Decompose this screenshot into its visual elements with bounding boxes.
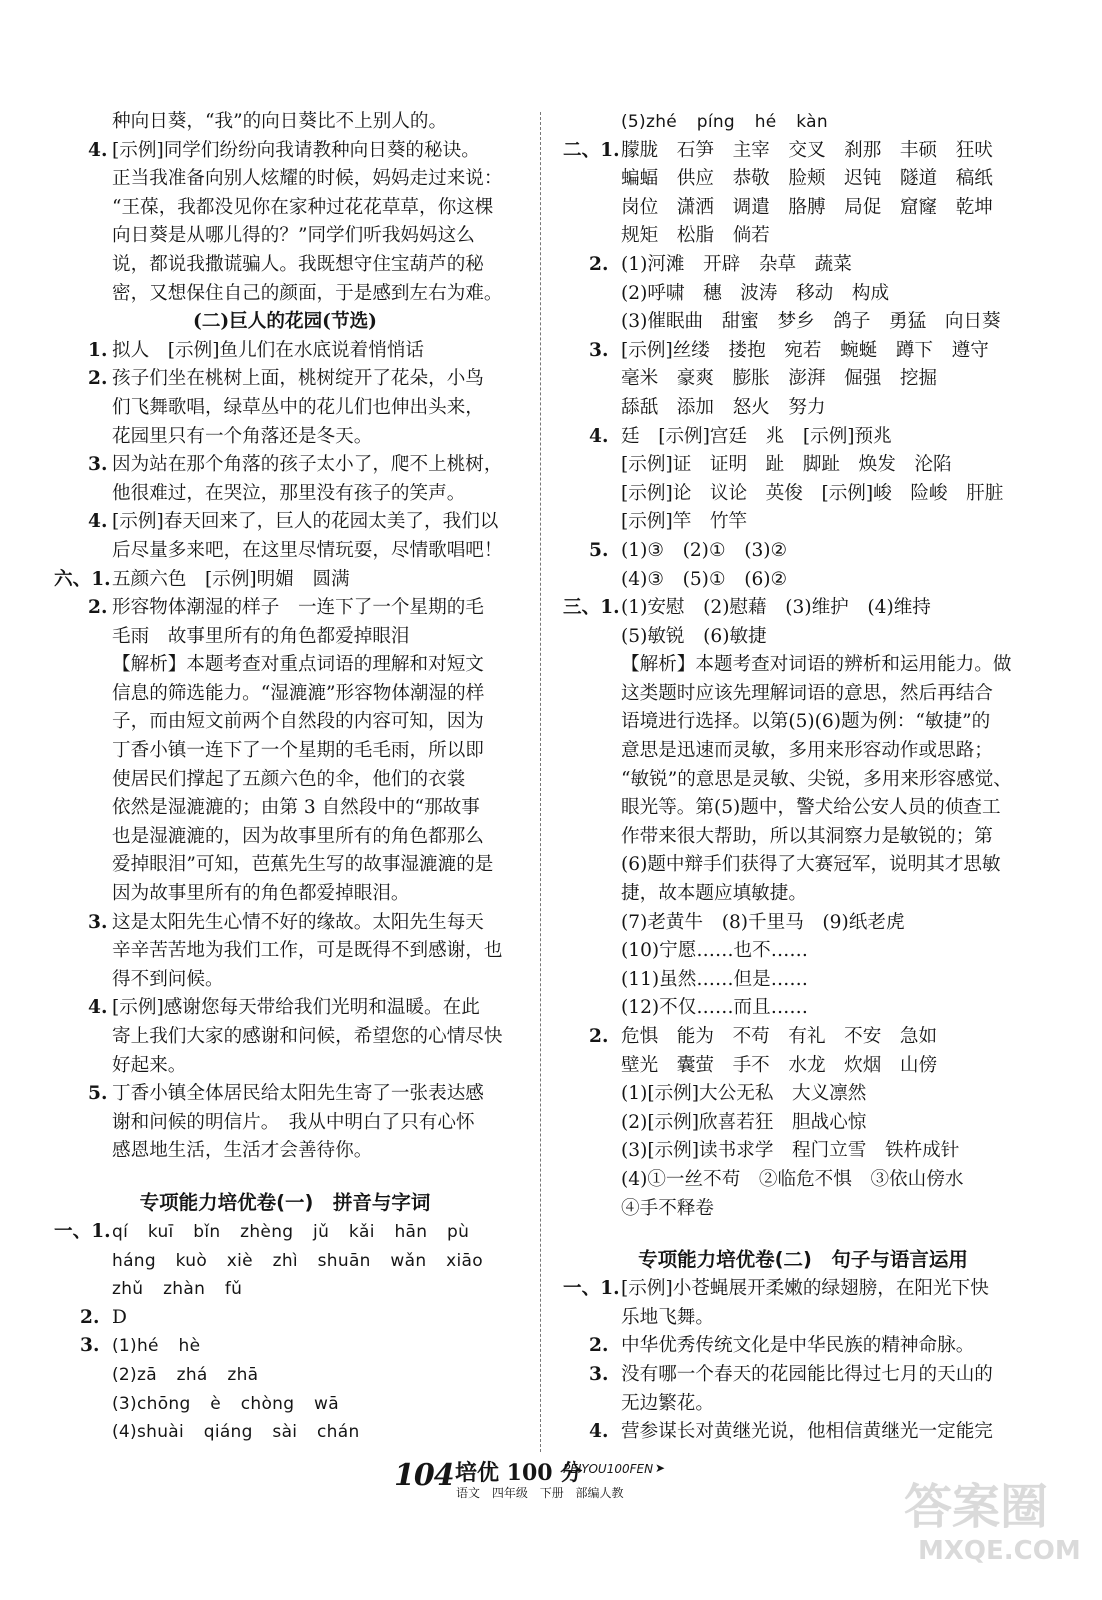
answer-line — [563, 337, 1043, 366]
answer-line — [563, 308, 1043, 337]
answer-line — [54, 1109, 516, 1138]
answer-text: [示例]春天回来了，巨人的花园太美了，我们以 — [112, 511, 499, 533]
answer-line — [563, 880, 1043, 909]
answer-text: 无边繁花。 — [621, 1392, 714, 1414]
answer-text: 后尽量多来吧，在这里尽情玩耍，尽情歌唱吧！ — [112, 539, 503, 561]
section-title: 专项能力培优卷(二) 句子与语言运用 — [638, 1248, 968, 1272]
answer-line — [54, 1332, 516, 1361]
answer-line — [54, 508, 516, 537]
question-number: 4. — [88, 511, 108, 533]
answer-line — [563, 766, 1043, 795]
pinyin-text: (3)chōng è chòng wā — [112, 1393, 339, 1414]
answer-line — [563, 594, 1043, 623]
question-number: 2. — [80, 1306, 100, 1328]
answer-text: “敏锐”的意思是灵敏、尖锐，多用来形容感觉、 — [621, 768, 1012, 790]
answer-text: 信息的筛选能力。“湿漉漉”形容物体潮湿的样 — [112, 682, 485, 704]
answer-line — [54, 680, 516, 709]
answer-text: (12)不仅……而且…… — [621, 997, 808, 1019]
question-number: 4. — [589, 425, 609, 447]
answer-text: 拟人 [示例]鱼儿们在水底说着悄悄话 — [112, 339, 425, 361]
answer-line — [563, 165, 1043, 194]
answer-text: 没有哪一个春天的花园能比得过七月的天山的 — [621, 1363, 993, 1385]
answer-text: 这是太阳先生心情不好的缘故。太阳先生每天 — [112, 911, 484, 933]
answer-text: 语境进行选择。以第(5)(6)题为例：“敏捷”的 — [621, 711, 991, 733]
question-number: 3. — [88, 911, 108, 933]
answer-line — [54, 137, 516, 166]
answer-line — [563, 708, 1043, 737]
answer-text: [示例]感谢您每天带给我们光明和温暖。在此 — [112, 997, 480, 1019]
question-number: 三、1. — [563, 597, 620, 619]
answer-text: 依然是湿漉漉的；由第 3 自然段中的“那故事 — [112, 797, 480, 819]
answer-text: 捷，故本题应填敏捷。 — [621, 883, 807, 905]
answer-text: 感恩地生活，生活才会善待你。 — [112, 1140, 373, 1162]
answer-text: [示例]论 议论 英俊 [示例]峻 险峻 肝脏 — [621, 482, 1004, 504]
answer-text: 密，又想保住自己的颜面，于是感到左右为难。 — [112, 282, 503, 304]
question-number: 3. — [589, 339, 609, 361]
answer-line — [563, 966, 1043, 995]
brand-english: PEIYOU100FEN — [563, 1462, 654, 1476]
answer-line — [563, 1195, 1043, 1224]
question-number: 2. — [88, 368, 108, 390]
subject-label: 语文 — [456, 1486, 481, 1500]
answer-text: 形容物体潮湿的样子 一连下了一个星期的毛 — [112, 597, 484, 619]
answer-text: [示例]证 证明 趾 脚趾 焕发 沦陷 — [621, 454, 952, 476]
answer-text: (3)[示例]读书求学 程门立雪 铁杵成针 — [621, 1140, 960, 1162]
question-number: 六、1. — [54, 568, 111, 590]
answer-text: 毛雨 故事里所有的角色都爱掉眼泪 — [112, 625, 410, 647]
answer-text: 【解析】本题考查对重点词语的理解和对短文 — [112, 654, 484, 676]
question-number: 3. — [88, 454, 108, 476]
answer-line — [54, 623, 516, 652]
answer-line — [54, 1361, 516, 1390]
answer-line — [54, 480, 516, 509]
answer-text: 五颜六色 [示例]明媚 圆满 — [112, 568, 350, 590]
answer-text: 乐地飞舞。 — [621, 1306, 714, 1328]
question-number: 1. — [88, 339, 108, 361]
answer-line — [54, 1247, 516, 1276]
question-number: 3. — [80, 1335, 100, 1357]
answer-text: 使居民们撑起了五颜六色的伞，他们的衣裳 — [112, 768, 466, 790]
answer-line — [54, 1304, 516, 1333]
answer-text: (4)③ (5)① (6)② — [621, 568, 788, 590]
answer-line — [54, 222, 516, 251]
answer-line — [563, 1275, 1043, 1304]
answer-line — [54, 937, 516, 966]
answer-line — [54, 194, 516, 223]
answer-line — [563, 108, 1043, 137]
answer-text: 营参谋长对黄继光说，他相信黄继光一定能完 — [621, 1421, 993, 1443]
answer-line — [563, 1109, 1043, 1138]
answer-line — [54, 566, 516, 595]
answer-text: (3)催眠曲 甜蜜 梦乡 鸽子 勇猛 向日葵 — [621, 311, 1001, 333]
question-number: 2. — [88, 597, 108, 619]
answer-line — [54, 165, 516, 194]
answer-line — [54, 1218, 516, 1247]
answer-text: (2)呼啸 穗 波涛 移动 构成 — [621, 282, 890, 304]
answer-text: 壁光 囊萤 手不 水龙 炊烟 山傍 — [621, 1054, 938, 1076]
answer-line — [563, 1080, 1043, 1109]
grade-label: 四年级 — [491, 1486, 528, 1500]
answer-text: 意思是迅速而灵敏，多用来形容动作或思路； — [621, 740, 993, 762]
answer-text: 这类题时应该先理解词语的意思，然后再结合 — [621, 682, 993, 704]
pinyin-text: zhǔ zhàn fǔ — [112, 1279, 243, 1300]
answer-text: 规矩 松脂 倘若 — [621, 225, 770, 247]
section-spacer — [54, 1166, 516, 1188]
answer-text: 爱掉眼泪”可知，芭蕉先生写的故事湿漉漉的是 — [112, 854, 494, 876]
answer-text: 毫米 豪爽 膨胀 澎湃 倔强 挖掘 — [621, 368, 938, 390]
answer-text: 中华优秀传统文化是中华民族的精神命脉。 — [621, 1335, 975, 1357]
pinyin-text: (5)zhé píng hé kàn — [621, 112, 828, 132]
question-number: 4. — [589, 1421, 609, 1443]
answer-text: “王葆，我都没见你在家种过花花草草，你这棵 — [112, 196, 494, 218]
answer-text: 【解析】本题考查对词语的辨析和运用能力。做 — [621, 654, 1012, 676]
edition-label: 部编人教 — [575, 1486, 624, 1500]
page-number: 104 — [394, 1458, 454, 1493]
answer-text: 朦胧 石笋 主宰 交叉 刹那 丰硕 狂吠 — [621, 139, 993, 161]
answer-text: (7)老黄牛 (8)千里马 (9)纸老虎 — [621, 911, 905, 933]
answer-line — [563, 566, 1043, 595]
answer-text: 眼光等。第(5)题中，警犬给公安人员的侦查工 — [621, 797, 1001, 819]
answer-line — [54, 251, 516, 280]
left-column — [54, 108, 516, 1447]
answer-text: 作带来很大帮助，所以其洞察力是敏锐的；第 — [621, 825, 993, 847]
answer-line — [563, 251, 1043, 280]
answer-line — [563, 1052, 1043, 1081]
answer-text: 岗位 潇洒 调遣 胳膊 局促 窟窿 乾坤 — [621, 196, 993, 218]
answer-line — [563, 1361, 1043, 1390]
pinyin-text: háng kuò xiè zhì shuān wǎn xiāo — [112, 1250, 483, 1271]
answer-line — [54, 280, 516, 309]
pinyin-text: (2)zā zhá zhā — [112, 1364, 259, 1385]
answer-line — [563, 1166, 1043, 1195]
answer-text: 正当我准备向别人炫耀的时候，妈妈走过来说： — [112, 168, 503, 190]
answer-line — [54, 451, 516, 480]
answer-text: [示例]同学们纷纷向我请教种向日葵的秘诀。 — [112, 139, 480, 161]
answer-line — [54, 823, 516, 852]
answer-line — [563, 480, 1043, 509]
answer-line — [54, 994, 516, 1023]
answer-text: 他很难过，在哭泣，那里没有孩子的笑声。 — [112, 482, 466, 504]
answer-line — [563, 508, 1043, 537]
answer-line — [54, 737, 516, 766]
answer-text: 好起来。 — [112, 1054, 187, 1076]
answer-text: (1)[示例]大公无私 大义凛然 — [621, 1083, 867, 1105]
answer-line — [563, 1304, 1043, 1333]
answer-line — [563, 1418, 1043, 1447]
book-info — [456, 1484, 624, 1501]
answer-line — [563, 423, 1043, 452]
answer-line — [54, 651, 516, 680]
answer-line — [54, 880, 516, 909]
answer-text: (10)宁愿……也不…… — [621, 940, 808, 962]
answer-text: 子，而由短文前两个自然段的内容可知，因为 — [112, 711, 484, 733]
answer-line — [563, 137, 1043, 166]
answer-text: 因为站在那个角落的孩子太小了，爬不上桃树， — [112, 454, 503, 476]
answer-text: 危惧 能为 不苟 有礼 不安 急如 — [621, 1026, 938, 1047]
question-number: 二、1. — [563, 139, 620, 161]
answer-text: 种向日葵，“我”的向日葵比不上别人的。 — [112, 111, 448, 132]
answer-text: 也是湿漉漉的，因为故事里所有的角色都那么 — [112, 825, 484, 847]
question-number: 一、1. — [54, 1220, 111, 1242]
answer-line — [563, 851, 1043, 880]
answer-line — [563, 823, 1043, 852]
answer-line — [563, 737, 1043, 766]
answer-line — [54, 537, 516, 566]
answer-line — [563, 937, 1043, 966]
answer-line — [54, 365, 516, 394]
watermark-url: MXQE.COM — [918, 1536, 1081, 1566]
answer-line — [54, 1023, 516, 1052]
question-number: 一、1. — [563, 1278, 620, 1300]
answer-text: (4)①一丝不苟 ②临危不惧 ③依山傍水 — [621, 1168, 964, 1190]
answer-text: (11)虽然……但是…… — [621, 968, 808, 990]
answer-text: 寄上我们大家的感谢和问候，希望您的心情尽快 — [112, 1026, 503, 1047]
answer-line — [54, 1137, 516, 1166]
volume-label: 下册 — [539, 1486, 564, 1500]
answer-text: 辛辛苦苦地为我们工作，可是既得不到感谢，也 — [112, 940, 503, 962]
answer-text: [示例]竿 竹竿 — [621, 511, 748, 533]
right-column — [563, 108, 1043, 1447]
arrow-right-icon: ➤ — [655, 1461, 666, 1475]
brand-name: 培优 100 分 — [455, 1460, 583, 1486]
answer-line — [54, 108, 516, 137]
watermark-logo-text: 答案圈 — [904, 1479, 1049, 1535]
pinyin-text: (4)shuài qiáng sài chán — [112, 1422, 360, 1443]
answer-text: (5)敏锐 (6)敏捷 — [621, 625, 767, 647]
answer-line — [563, 994, 1043, 1023]
answer-text: [示例]小苍蝇展开柔嫩的绿翅膀，在阳光下快 — [621, 1278, 989, 1300]
question-number: 2. — [589, 253, 609, 275]
answer-line — [54, 794, 516, 823]
question-number: 2. — [589, 1335, 609, 1357]
answer-text: 孩子们坐在桃树上面，桃树绽开了花朵，小鸟 — [112, 368, 484, 390]
answer-line — [54, 966, 516, 995]
answer-line — [54, 1080, 516, 1109]
answer-line — [563, 222, 1043, 251]
answer-line — [563, 1390, 1043, 1419]
answer-line — [563, 909, 1043, 938]
question-number: 5. — [88, 1083, 108, 1105]
question-number: 2. — [589, 1026, 609, 1047]
question-number: 5. — [589, 539, 609, 561]
column-divider — [540, 112, 541, 1452]
answer-line — [563, 365, 1043, 394]
answer-text: ④手不释卷 — [621, 1197, 714, 1219]
answer-text: (1)安慰 (2)慰藉 (3)维护 (4)维持 — [621, 597, 931, 619]
answer-text: (1)③ (2)① (3)② — [621, 539, 788, 561]
answer-text: 丁香小镇全体居民给太阳先生寄了一张表达感 — [112, 1083, 484, 1105]
answer-line — [563, 1332, 1043, 1361]
passage-heading: (二)巨人的花园(节选) — [193, 311, 377, 333]
answer-text: 谢和问候的明信片。 我从中明白了只有心怀 — [112, 1111, 475, 1133]
section-title: 专项能力培优卷(一) 拼音与字词 — [139, 1190, 431, 1214]
answer-line — [54, 909, 516, 938]
answer-text: (2)[示例]欣喜若狂 胆战心惊 — [621, 1111, 867, 1133]
answer-line — [54, 766, 516, 795]
pinyin-text: qí kuī bǐn zhèng jǔ kǎi hān pù — [112, 1221, 470, 1242]
answer-text: D — [112, 1306, 127, 1328]
answer-line — [563, 394, 1043, 423]
answer-line — [563, 280, 1043, 309]
answer-line — [563, 680, 1043, 709]
answer-text: 说，都说我撒谎骗人。我既想守住宝葫芦的秘 — [112, 253, 484, 275]
answer-text: [示例]丝缕 搂抱 宛若 蜿蜒 蹲下 遵守 — [621, 339, 989, 361]
answer-line — [563, 1137, 1043, 1166]
answer-line — [54, 1418, 516, 1447]
answer-text: 得不到问候。 — [112, 968, 224, 990]
answer-text: 们飞舞歌唱，绿草丛中的花儿们也伸出头来， — [112, 396, 484, 418]
answer-line — [563, 623, 1043, 652]
answer-text: 因为故事里所有的角色都爱掉眼泪。 — [112, 883, 410, 905]
answer-line — [563, 651, 1043, 680]
pinyin-text: (1)hé hè — [112, 1336, 201, 1357]
answer-line — [54, 1052, 516, 1081]
answer-text: 舔舐 添加 怒火 努力 — [621, 396, 826, 418]
answer-line — [54, 423, 516, 452]
answer-text: 丁香小镇一连下了一个星期的毛毛雨，所以即 — [112, 740, 484, 762]
answer-line — [563, 1023, 1043, 1052]
answer-line — [563, 451, 1043, 480]
answer-line — [54, 708, 516, 737]
question-number: 3. — [589, 1363, 609, 1385]
answer-text: 廷 [示例]宫廷 兆 [示例]预兆 — [621, 425, 892, 447]
section-spacer — [563, 1223, 1043, 1245]
question-number: 4. — [88, 139, 108, 161]
answer-line — [563, 537, 1043, 566]
answer-line — [54, 337, 516, 366]
answer-line — [54, 1390, 516, 1419]
answer-text: (6)题中辩手们获得了大赛冠军，说明其才思敏 — [621, 854, 1001, 876]
question-number: 4. — [88, 997, 108, 1019]
answer-text: (1)河滩 开辟 杂草 蔬菜 — [621, 253, 852, 275]
answer-line — [563, 794, 1043, 823]
answer-text: 花园里只有一个角落还是冬天。 — [112, 425, 373, 447]
answer-line — [54, 394, 516, 423]
answer-line — [54, 1275, 516, 1304]
answer-line — [54, 594, 516, 623]
answer-text: 蝙蝠 供应 恭敬 脸颊 迟钝 隧道 稿纸 — [621, 168, 993, 190]
answer-line — [54, 851, 516, 880]
answer-text: 向日葵是从哪儿得的？”同学们听我妈妈这么 — [112, 225, 475, 247]
watermark-logo — [900, 1468, 1090, 1588]
answer-line — [563, 194, 1043, 223]
